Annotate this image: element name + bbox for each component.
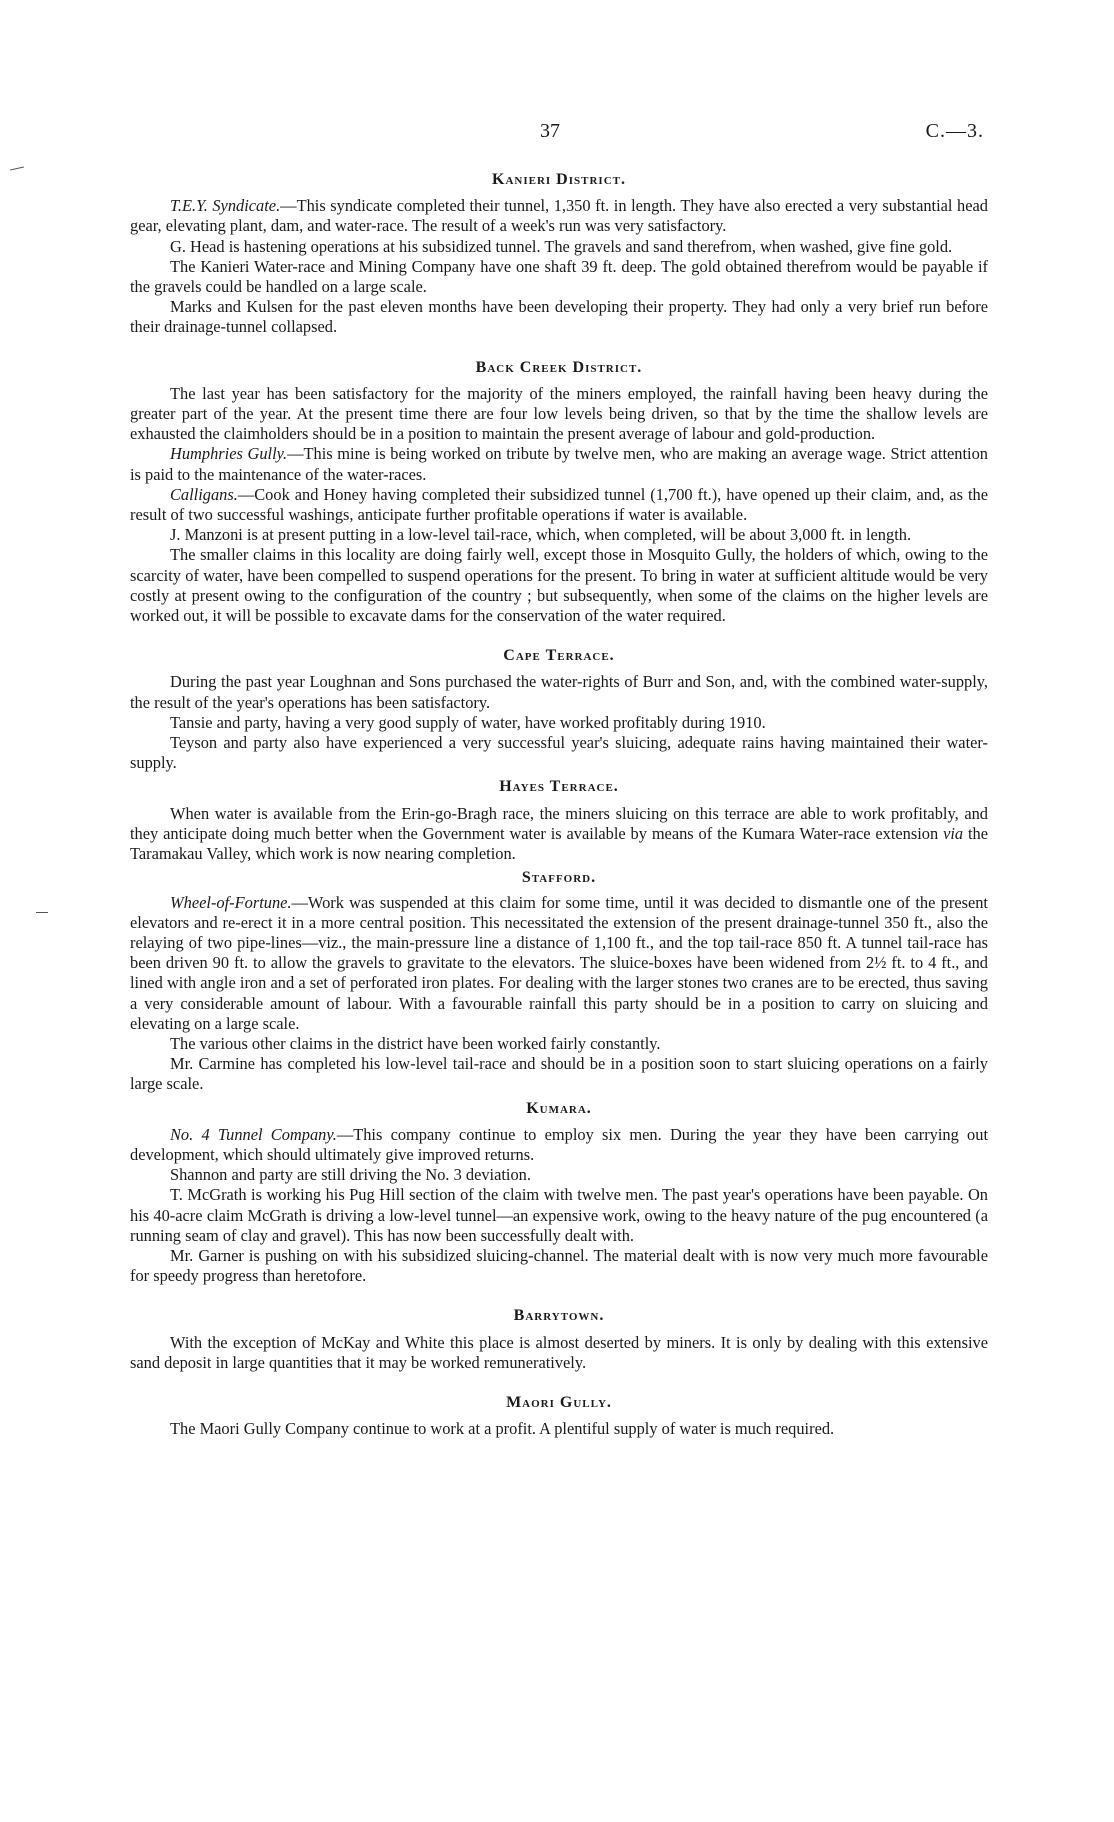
paragraph: [130, 804, 988, 865]
margin-mark: [10, 167, 24, 171]
paragraph: During the past year Loughnan and Sons purchased the water-rights of Burr and Son, and, with the combined water-supply, the result of the year's operations has been satisfactory.: [130, 672, 988, 712]
claim-name: Humphries Gully.: [170, 444, 288, 464]
paragraph: Tansie and party, having a very good supply of water, have worked profitably during 1910.: [170, 712, 766, 732]
paragraph: G. Head is hastening operations at his subsidized tunnel. The gravels and sand therefrom, when washed, give fine gold.: [170, 236, 953, 256]
claim-name: Calligans.: [170, 484, 238, 504]
page-body: [130, 170, 988, 1439]
paragraph-text: —This company continue to employ six men. During the year they have been carrying out development, which should ultimately give improved returns.: [130, 1124, 988, 1164]
paragraph-text: —This syndicate completed their tunnel, 1,350 ft. in length. They have also erected a very substantial head gear, elevating plant, dam, and water-race. The result of a week's run was very satisfactory.: [130, 196, 988, 236]
section-heading-hayes-terrace: Hayes Terrace.: [499, 778, 619, 796]
paragraph: Mr. Carmine has completed his low-level tail-race and should be in a position soon to start sluicing operations on a fairly large scale.: [130, 1054, 988, 1094]
paragraph: [130, 893, 988, 1034]
section-heading-back-creek: Back Creek District.: [475, 358, 643, 376]
paragraph: Teyson and party also have experienced a very successful year's sluicing, adequate rains having maintained their water-supply.: [130, 733, 988, 773]
paragraph-text: —Work was suspended at this claim for some time, until it was decided to dismantle one of the present elevators and re-erect it in a more central position. This necessitated the extension of the present drainage-tunnel 350 ft., also the relaying of two pipe-lines—viz., the main-pressure line a distance of 1,100 ft., and the top tail-race 850 ft. A tunnel tail-race has been driven 90 ft. to allow the gravels to gravitate to the elevators. The sluice-boxes have been widened from 2½ ft. to 4 ft., and lined with angle iron and a set of perforated iron plates. For dealing with the larger stones two cranes are to be erected, thus saving a very considerable amount of labour. With a favourable rainfall this party should be in a position to carry on sluicing and elevating on a large scale.: [130, 892, 988, 1033]
claim-name: T.E.Y. Syndicate.: [170, 196, 281, 216]
claim-name: No. 4 Tunnel Company.: [170, 1124, 337, 1144]
paragraph: [130, 196, 988, 236]
italic-word: via: [943, 823, 964, 843]
margin-mark: [36, 912, 48, 913]
section-heading-kumara: Kumara.: [526, 1099, 592, 1117]
section-heading-cape-terrace: Cape Terrace.: [503, 647, 615, 665]
section-heading-barrytown: Barrytown.: [513, 1307, 605, 1325]
claim-name: Wheel-of-Fortune.: [170, 892, 292, 912]
paragraph: Shannon and party are still driving the No. 3 deviation.: [170, 1165, 531, 1185]
paragraph: Marks and Kulsen for the past eleven months have been developing their property. They had only a very brief run before their drainage-tunnel collapsed.: [130, 297, 988, 337]
section-heading-kanieri: Kanieri District.: [492, 171, 626, 188]
paragraph-text: —This mine is being worked on tribute by twelve men, who are making an average wage. Strict attention is paid to the maintenance of the water-races.: [130, 444, 988, 484]
paragraph: The Kanieri Water-race and Mining Company have one shaft 39 ft. deep. The gold obtained therefrom would be payable if the gravels could be handled on a large scale.: [130, 256, 988, 297]
document-reference: C.—3.: [925, 120, 984, 142]
paragraph: The Maori Gully Company continue to work at a profit. A plentiful supply of water is much required.: [170, 1419, 835, 1439]
paragraph: With the exception of McKay and White this place is almost deserted by miners. It is only by dealing with this extensive sand deposit in large quantities that it may be worked remuneratively.: [130, 1332, 988, 1372]
section-heading-stafford: Stafford.: [521, 869, 597, 887]
paragraph: [130, 485, 988, 525]
paragraph: T. McGrath is working his Pug Hill section of the claim with twelve men. The past year's operations have been payable. On his 40-acre claim McGrath is driving a low-level tunnel—an expensive work, owing to the heavy nature of the pug encountered (a running seam of clay and gravel). This has now been successfully dealt with.: [130, 1185, 988, 1245]
page-header: [0, 120, 1114, 150]
paragraph-text: —Cook and Honey having completed their subsidized tunnel (1,700 ft.), have opened up their claim, and, as the result of two successful washings, anticipate further profitable operations if water is available.: [130, 484, 988, 525]
paragraph: The smaller claims in this locality are doing fairly well, except those in Mosquito Gully, the holders of which, owing to the scarcity of water, have been compelled to suspend operations for the present. To bring in water at sufficient altitude would be very costly at present owing to the configuration of the country ; but subsequently, when some of the claims on the higher levels are worked out, it will be possible to excavate dams for the conservation of the water required.: [130, 545, 988, 626]
paragraph-text: When water is available from the Erin-go-Bragh race, the miners sluicing on this terrace are able to work profitably, and they anticipate doing much better when the Government water is available by means of the Kumara Water-race extension: [130, 803, 988, 843]
section-heading-maori-gully: Maori Gully.: [506, 1393, 612, 1411]
paragraph-text: the Taramakau Valley, which work is now nearing completion.: [130, 823, 988, 864]
paragraph: The last year has been satisfactory for the majority of the miners employed, the rainfall having been heavy during the greater part of the year. At the present time there are four low levels being driven, so that by the time the shallow levels are exhausted the claimholders should be in a position to maintain the present average of labour and gold-production.: [130, 383, 988, 444]
page-number: 37: [540, 120, 560, 142]
paragraph: [130, 1125, 988, 1165]
paragraph: J. Manzoni is at present putting in a low-level tail-race, which, when completed, will be about 3,000 ft. in length.: [170, 525, 912, 545]
paragraph: Mr. Garner is pushing on with his subsidized sluicing-channel. The material dealt with is now very much more favourable for speedy progress than heretofore.: [130, 1245, 988, 1286]
paragraph: The various other claims in the district have been worked fairly constantly.: [170, 1033, 661, 1053]
paragraph: [130, 444, 988, 484]
